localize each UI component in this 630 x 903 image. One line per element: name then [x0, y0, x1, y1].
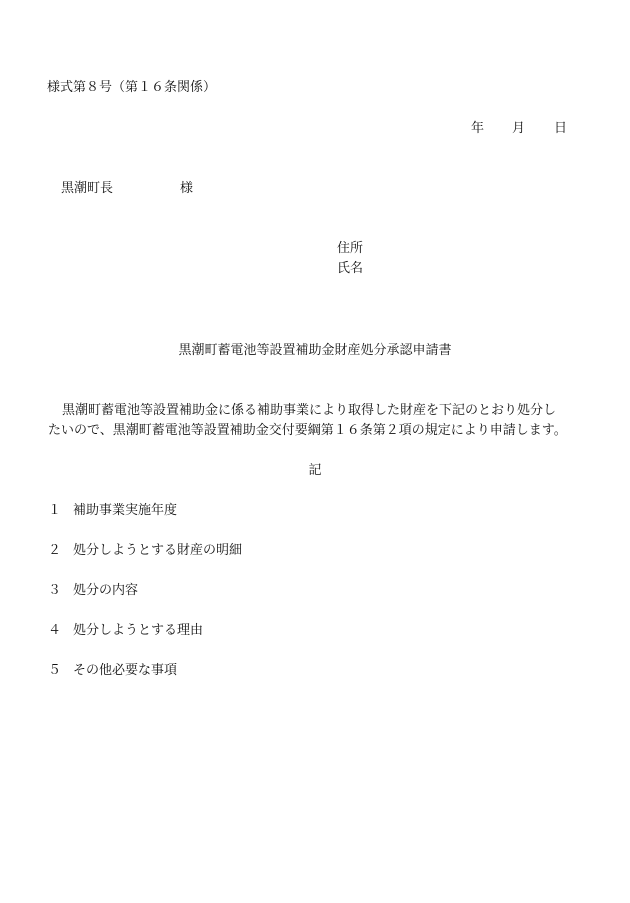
item-number: ４: [48, 623, 62, 638]
date-day: 日: [554, 121, 568, 136]
addressee-honorific: 様: [180, 181, 194, 196]
item-number: ３: [48, 583, 62, 598]
list-item: [48, 663, 177, 679]
name-label: 氏名: [337, 261, 364, 276]
item-label: 補助事業実施年度: [73, 503, 178, 518]
document-title: 黒潮町蓄電池等設置補助金財産処分承認申請書: [178, 343, 452, 358]
item-number: ５: [48, 663, 62, 678]
date-year: 年: [471, 121, 485, 136]
item-label: その他必要な事項: [73, 663, 178, 678]
address-label: 住所: [337, 241, 364, 256]
form-number: 様式第８号（第１６条関係）: [47, 80, 217, 95]
body-line-1: 黒潮町蓄電池等設置補助金に係る補助事業により取得した財産を下記のとおり処分し: [62, 403, 557, 418]
list-item: [48, 543, 242, 559]
body-line-2: たいので、黒潮町蓄電池等設置補助金交付要綱第１６条第２項の規定により申請します。: [48, 423, 567, 438]
item-label: 処分しようとする理由: [73, 623, 204, 638]
list-item: [48, 503, 177, 519]
date-month: 月: [512, 121, 526, 136]
addressee-name: 黒潮町長: [61, 181, 114, 196]
item-number: １: [48, 503, 62, 518]
item-label: 処分しようとする財産の明細: [73, 543, 243, 558]
list-item: [48, 583, 138, 599]
item-number: ２: [48, 543, 62, 558]
item-label: 処分の内容: [73, 583, 139, 598]
ki-heading: 記: [308, 463, 322, 478]
list-item: [48, 623, 203, 639]
